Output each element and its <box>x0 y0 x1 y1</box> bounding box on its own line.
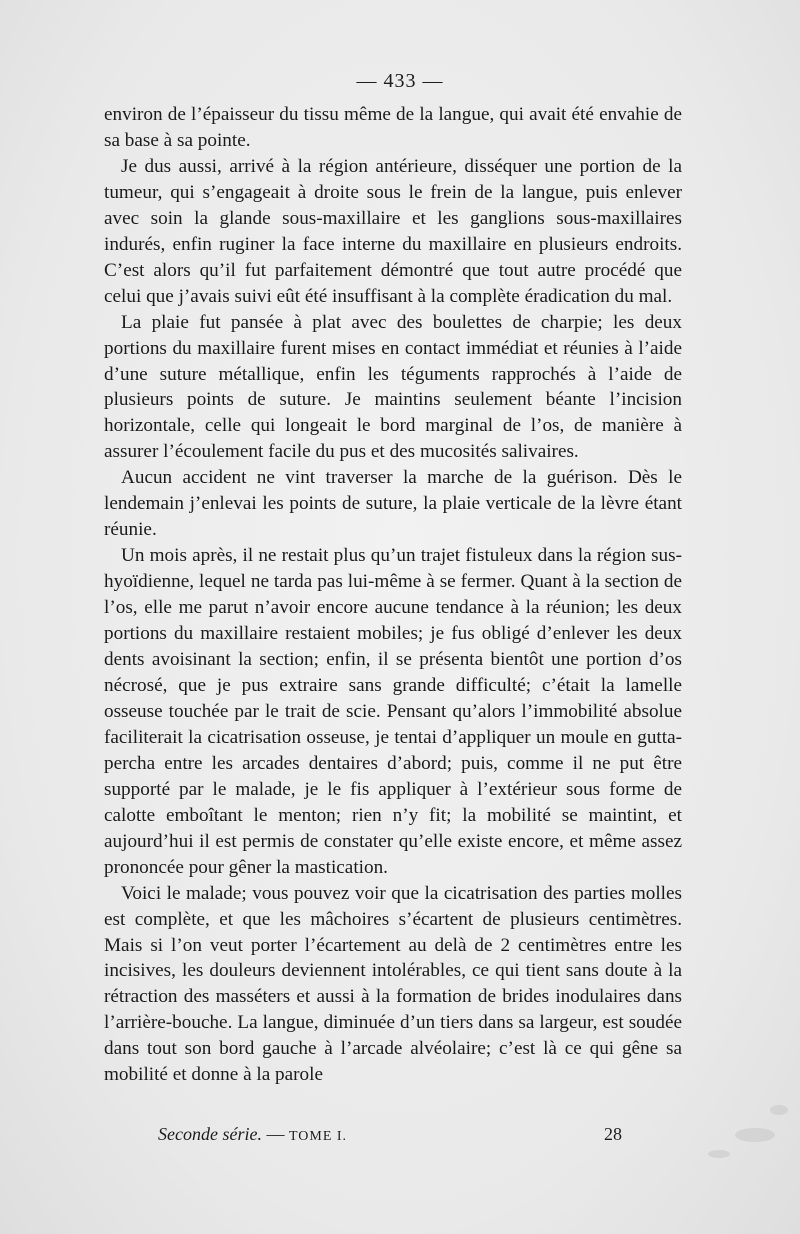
paragraph: environ de l’épaisseur du tissu même de la langue, qui avait été envahie de sa base à sa pointe. <box>104 104 682 151</box>
paper-speck <box>735 1128 775 1142</box>
footer-signature-number: 28 <box>604 1124 622 1144</box>
paper-speck <box>770 1105 788 1115</box>
footer-dash: — <box>261 1124 289 1144</box>
paragraph: Un mois après, il ne restait plus qu’un trajet fistuleux dans la région sus-hyoïdienne, lequel ne tarda pas lui-même à se fermer. Quant à la section de l’os, elle me parut n’avoir encore aucune tendance à la réunion; les deux portions du maxillaire restaient mobiles; je fus obligé d’enlever les deux dents avoisinant la section; enfin, il se présenta bientôt une portion d’os nécrosé, que je pus extraire sans grande difficulté; c’était la lamelle osseuse touchée par le trait de scie. Pensant qu’alors l’immobilité absolue faciliterait la cicatrisation osseuse, je tentai d’appliquer un moule en gutta-percha entre les arcades dentaires d’abord; puis, comme il ne put être supporté par le malade, je le fis appliquer à l’extérieur sous forme de calotte emboîtant le menton; rien n’y fit; la mobilité se maintint, et aujourd’hui il est permis de constater qu’elle existe encore, et même assez prononcée pour gêner la mastication. <box>104 545 682 878</box>
footer-series: Seconde série. <box>158 1124 262 1144</box>
page-footer <box>0 1124 800 1154</box>
footer-series-line <box>158 1124 347 1145</box>
paragraph: Je dus aussi, arrivé à la région antérieure, disséquer une portion de la tumeur, qui s’engageait à droite sous le frein de la langue, puis enlever avec soin la glande sous-maxillaire et les ganglions sous-maxillaires indurés, enfin ruginer la face interne du maxillaire en plusieurs endroits. C’est alors qu’il fut parfaitement démontré que tout autre procédé que celui que j’avais suivi eût été insuffisant à la complète éradication du mal. <box>104 155 682 307</box>
paragraph: Voici le malade; vous pouvez voir que la cicatrisation des parties molles est complète, et que les mâchoires s’écartent de plusieurs centimètres. Mais si l’on veut porter l’écartement au delà de 2 centimètres entre les incisives, les douleurs deviennent intolérables, ce qui tient sans doute à la rétraction des masséters et aussi à la formation de brides inodulaires dans l’arrière-bouche. La langue, diminuée d’un tiers dans sa largeur, est soudée dans tout son bord gauche à l’arcade alvéolaire; c’est là ce qui gêne sa mobilité et donne à la parole <box>104 882 682 1086</box>
page-number: — 433 — <box>356 70 444 92</box>
body-text <box>104 102 682 1088</box>
paper-speck <box>708 1150 730 1158</box>
footer-tome: TOME I. <box>288 1129 348 1144</box>
paragraph: Aucun accident ne vint traverser la marche de la guérison. Dès le lendemain j’enlevai les points de suture, la plaie verticale de la lèvre étant réunie. <box>104 467 682 541</box>
paragraph: La plaie fut pansée à plat avec des boulettes de charpie; les deux portions du maxillaire furent mises en contact immédiat et réunies à l’aide d’une suture métallique, enfin les téguments rapprochés à l’aide de plusieurs points de suture. Je maintins seulement béante l’incision horizontale, celle qui longeait le bord marginal de l’os, de manière à assurer l’écoulement facile du pus et des mucosités salivaires. <box>104 311 682 463</box>
